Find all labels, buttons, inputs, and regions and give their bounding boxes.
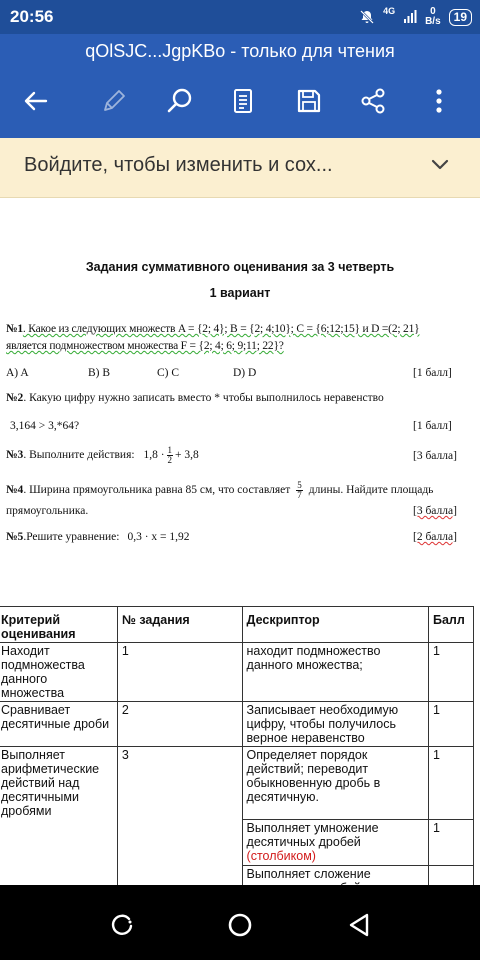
back-button[interactable]: [19, 84, 53, 118]
table-cell-criterion: Находит подмножества данного множества: [0, 643, 117, 702]
table-header: Балл: [429, 607, 474, 643]
question-3-fraction: [167, 446, 174, 465]
question-2-line-2: 3,164 > 3,*64?: [10, 420, 80, 432]
document-title: qOlSJC...JgpKBo - только для чтения: [85, 41, 395, 61]
table-cell-score: 1: [429, 702, 474, 747]
table-cell-task: 3: [117, 747, 242, 820]
question-5-text: .Решите уравнение:: [23, 531, 120, 543]
question-2-number: №2: [6, 392, 24, 404]
question-2-line-1: [6, 392, 384, 404]
table-row: [0, 747, 474, 820]
more-icon: [429, 87, 449, 115]
table-cell-task: 2: [117, 702, 242, 747]
question-3-line: [6, 446, 199, 465]
question-5-line: [6, 531, 190, 543]
table-header: Критерий оценивания: [0, 607, 117, 643]
back-triangle-icon[interactable]: [343, 910, 373, 940]
question-4-score: [3 балла]: [413, 505, 457, 517]
question-5-score: [2 балла]: [413, 531, 457, 543]
table-cell-score: 1: [429, 643, 474, 702]
pencil-icon: [100, 87, 128, 115]
share-button[interactable]: [356, 84, 390, 118]
more-options-button[interactable]: [422, 84, 456, 118]
question-1-line-2: является подмножеством множества F = {2; 4; 6; 9;11; 22}?: [6, 340, 284, 352]
table-cell-score: 1: [429, 819, 474, 865]
table-cell-task: [117, 819, 242, 865]
network-speed: [425, 7, 441, 27]
question-1-number: №1: [6, 323, 23, 335]
recent-apps-icon[interactable]: [107, 910, 137, 940]
descriptor-note: (столбиком): [246, 848, 316, 863]
table-header: № задания: [117, 607, 242, 643]
document-heading: Задания суммативного оценивания за 3 четверть: [85, 260, 395, 274]
question-4-line-2: прямоугольника.: [6, 505, 89, 517]
question-1-text: . Какое из следующих множеств A = {2; 4}; B = {2; 4;10}; C = {6;12;15} и D =(2; 21}: [22, 323, 420, 335]
question-1-line-1: [6, 323, 419, 335]
question-3-score: [3 балла]: [413, 450, 457, 462]
question-2-score: [1 балл]: [413, 420, 452, 432]
table-header-row: [0, 607, 474, 643]
fraction-denominator: 7: [297, 490, 302, 500]
table-cell-descriptor: Выполняет умножение десятичных дробей (столбиком): [242, 819, 428, 865]
question-4-text-b: длины. Найдите площадь: [308, 484, 434, 497]
question-4-text-a: . Ширина прямоугольника равна 85 см, что составляет: [23, 484, 291, 497]
table-cell-descriptor: Определяет порядок действий; переводит обыкновенную дробь в десятичную.: [242, 747, 428, 820]
table-cell-descriptor: Записывает необходимую цифру, чтобы получилось верное неравенство: [242, 702, 428, 747]
table-row: [0, 819, 474, 865]
status-time: 20:56: [10, 7, 54, 26]
reading-view-button[interactable]: [226, 84, 260, 118]
table-cell-criterion: [0, 819, 117, 865]
navigation-bar: [0, 885, 480, 960]
search-button[interactable]: [163, 84, 197, 118]
save-icon: [295, 87, 323, 115]
signal-icon: [403, 10, 417, 24]
option-c: C) C: [157, 367, 180, 379]
app-bar: [0, 34, 480, 138]
question-2-text: . Какую цифру нужно записать вместо * чтобы выполнилось неравенство: [23, 392, 384, 404]
option-d: D) D: [233, 367, 257, 379]
question-3-expr-start: 1,8 ·: [143, 449, 165, 462]
table-cell-criterion: Выполняет арифметические действий над десятичными дробями: [0, 747, 117, 820]
table-cell-score: 1: [429, 747, 474, 820]
signin-banner-text: Войдите, чтобы изменить и сох...: [24, 154, 333, 176]
home-icon[interactable]: [225, 910, 255, 940]
speed-unit: B/s: [425, 16, 441, 27]
table-cell-criterion: Сравнивает десятичные дроби: [0, 702, 117, 747]
option-b: B) B: [88, 367, 111, 379]
fraction-numerator: 5: [297, 480, 302, 490]
table-row: [0, 643, 474, 702]
speed-value: 0: [430, 6, 436, 17]
table-cell-task: 1: [117, 643, 242, 702]
question-3-text: . Выполните действия:: [23, 449, 135, 462]
signin-banner[interactable]: [0, 138, 480, 198]
table-row: [0, 702, 474, 747]
question-3-expr-end: + 3,8: [175, 449, 199, 462]
save-button[interactable]: [292, 84, 326, 118]
question-1-score: [1 балл]: [413, 367, 452, 379]
variant-label: 1 вариант: [209, 286, 271, 300]
table-cell-descriptor: находит подмножество данного множества;: [242, 643, 428, 702]
question-4-line-1: [6, 481, 433, 500]
question-5-number: №5: [6, 531, 24, 543]
fraction-denominator: 2: [167, 455, 173, 465]
question-3-number: №3: [6, 449, 24, 462]
chevron-down-icon[interactable]: [430, 158, 450, 172]
document-page[interactable]: [0, 199, 480, 885]
share-icon: [359, 87, 387, 115]
network-type: 4G: [383, 6, 396, 16]
edit-button[interactable]: [97, 84, 131, 118]
toolbar: [0, 84, 480, 118]
table-cell-descriptor: Выполняет сложение: [242, 865, 428, 911]
status-bar: [0, 0, 480, 34]
back-arrow-icon: [22, 87, 50, 115]
battery-indicator: 19: [449, 9, 472, 26]
mute-icon: [359, 9, 375, 25]
fraction-numerator: 1: [167, 445, 173, 455]
reading-view-icon: [230, 87, 256, 115]
status-icons: [359, 6, 472, 28]
question-4-fraction: [296, 481, 303, 500]
option-a: A) A: [6, 367, 29, 379]
question-5-expr: 0,3 · x = 1,92: [127, 531, 190, 543]
search-icon: [165, 86, 195, 116]
table-header: Дескриптор: [242, 607, 428, 643]
question-4-number: №4: [6, 484, 24, 497]
